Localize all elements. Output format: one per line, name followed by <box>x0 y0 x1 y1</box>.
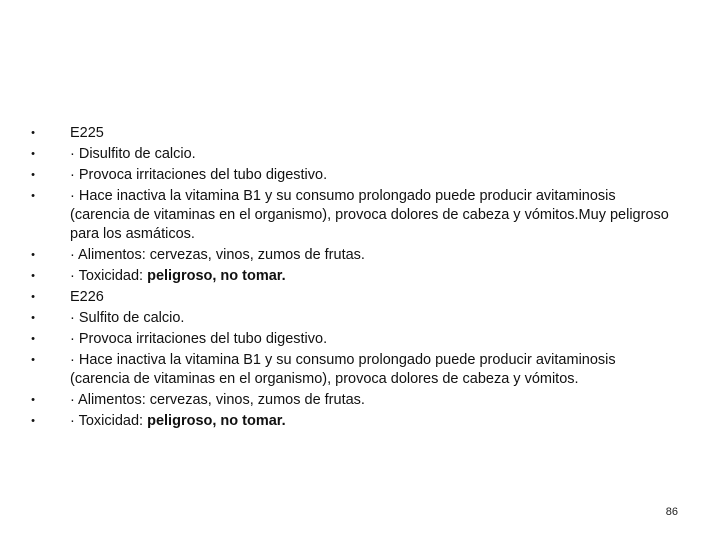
list-item <box>28 288 678 307</box>
item-text: · Hace inactiva la vitamina B1 y su consumo prolongado puede producir avitaminosis (carencia de vitaminas en el organismo), provoca dolores de cabeza y vómitos. <box>70 352 616 387</box>
bullet-icon: • <box>31 333 35 345</box>
list-item <box>28 351 678 389</box>
item-text: · Provoca irritaciones del tubo digestivo. <box>70 167 328 183</box>
item-text: E226 <box>70 289 104 305</box>
bullet-icon: • <box>31 415 35 427</box>
list-item <box>28 412 678 431</box>
toxicity-warning: peligroso, no tomar. <box>147 268 286 284</box>
list-item <box>28 330 678 349</box>
list-item <box>28 309 678 328</box>
list-item <box>28 145 678 164</box>
list-item <box>28 187 678 244</box>
toxicity-warning: peligroso, no tomar. <box>147 413 286 429</box>
item-prefix: · Toxicidad: <box>70 268 148 284</box>
item-text: · Disulfito de calcio. <box>70 146 196 162</box>
page-number: 86 <box>665 506 678 518</box>
item-text: · Hace inactiva la vitamina B1 y su consumo prolongado puede producir avitaminosis (carencia de vitaminas en el organismo), provoca dolores de cabeza y vómitos.Muy peligroso para los asmáticos. <box>70 188 669 242</box>
bullet-icon: • <box>31 270 35 282</box>
item-text: E225 <box>70 125 104 141</box>
item-prefix: · Toxicidad: <box>70 413 148 429</box>
item-text: · Provoca irritaciones del tubo digestivo. <box>70 331 328 347</box>
item-text: · Alimentos: cervezas, vinos, zumos de frutas. <box>70 247 365 263</box>
list-item <box>28 246 678 265</box>
bullet-icon: • <box>31 127 35 139</box>
bullet-icon: • <box>31 291 35 303</box>
bullet-icon: • <box>31 249 35 261</box>
list-item <box>28 391 678 410</box>
list-item <box>28 267 678 286</box>
bullet-icon: • <box>31 148 35 160</box>
bullet-list <box>28 124 678 433</box>
bullet-icon: • <box>31 354 35 366</box>
list-item <box>28 166 678 185</box>
bullet-icon: • <box>31 394 35 406</box>
bullet-icon: • <box>31 312 35 324</box>
list-item <box>28 124 678 143</box>
item-text: · Sulfito de calcio. <box>70 310 185 326</box>
bullet-icon: • <box>31 190 35 202</box>
bullet-icon: • <box>31 169 35 181</box>
item-text: · Alimentos: cervezas, vinos, zumos de frutas. <box>70 392 365 408</box>
